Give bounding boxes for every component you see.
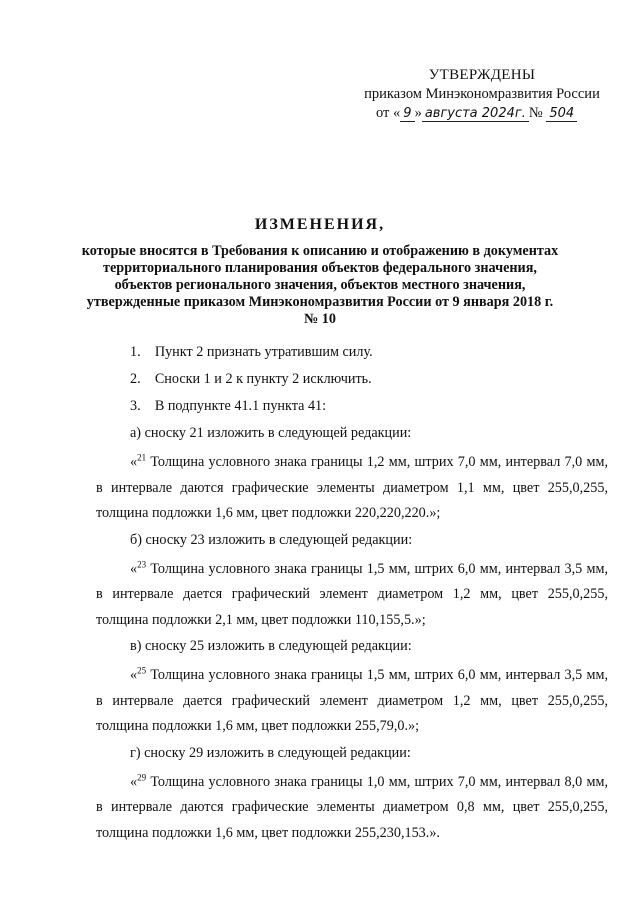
footnote-number: 23 xyxy=(137,558,147,569)
footnote-text: Толщина условного знака границы 1,5 мм, штрих 6,0 мм, интервал 3,5 мм, в интервале дается графический элемент диаметром 1,2 мм, цвет 255,0,255, толщина подложки 2,1 мм, цвет подложки 110,155,5.»; xyxy=(96,560,608,628)
list-item-1: 1. Пункт 2 признать утратившим силу. xyxy=(130,344,373,360)
section-d-footnote xyxy=(96,770,608,847)
approval-title: УТВЕРЖДЕНЫ xyxy=(428,67,536,83)
footnote-number: 29 xyxy=(137,771,147,782)
footnote-text: Толщина условного знака границы 1,5 мм, штрих 6,0 мм, интервал 3,5 мм, в интервале дается графический элемент диаметром 1,2 мм, цвет 255,0,255, толщина подложки 1,6 мм, цвет подложки 255,79,0.»; xyxy=(96,667,608,734)
section-a-footnote xyxy=(96,450,608,527)
handwritten-day: 9 xyxy=(400,106,414,122)
footnote-text: Толщина условного знака границы 1,0 мм, штрих 7,0 мм, интервал 8,0 мм, в интервале даются графические элементы диаметром 0,8 мм, цвет 255,0,255, толщина подложки 1,6 мм, цвет подложки 255,230,153.». xyxy=(96,773,608,841)
footnote-number: 21 xyxy=(137,452,147,463)
handwritten-number: 504 xyxy=(546,106,577,122)
section-c-footnote xyxy=(96,663,608,740)
handwritten-month-year: августа 2024г. xyxy=(422,106,529,122)
list-item-2: 2. Сноски 1 и 2 к пункту 2 исключить. xyxy=(130,371,372,387)
open-quote: « xyxy=(130,454,138,470)
heading-title: ИЗМЕНЕНИЯ, xyxy=(254,216,386,233)
footnote-number: 25 xyxy=(137,665,147,676)
heading-subtitle: которые вносятся в Требования к описанию и отображению в документах территориального планирования объектов федерального значения, объектов регионального значения, объектов местного значения, утвержденные приказом Минэкономразвития России от 9 января 2018 г. № 10 xyxy=(81,243,559,327)
section-b-intro: б) сноску 23 изложить в следующей редакции: xyxy=(130,531,413,548)
section-c-intro: в) сноску 25 изложить в следующей редакции: xyxy=(130,638,412,654)
date-mid: » xyxy=(414,105,422,121)
list-item-3: 3. В подпункте 41.1 пункта 41: xyxy=(130,398,327,414)
approval-date-line xyxy=(352,104,612,123)
open-quote: « xyxy=(130,667,138,683)
open-quote: « xyxy=(130,773,138,790)
date-prefix: от « xyxy=(376,105,401,121)
section-b-footnote xyxy=(96,557,608,634)
section-d-intro: г) сноску 29 изложить в следующей редакции: xyxy=(130,744,411,761)
section-a-intro: а) сноску 21 изложить в следующей редакции: xyxy=(130,425,412,441)
number-label: № xyxy=(528,105,543,121)
footnote-text: Толщина условного знака границы 1,2 мм, штрих 7,0 мм, интервал 7,0 мм, в интервале даются графические элементы диаметром 1,1 мм, цвет 255,0,255, толщина подложки 1,6 мм, цвет подложки 220,220,220.»; xyxy=(96,454,608,521)
document-heading xyxy=(80,216,560,328)
approval-order-line: приказом Минэкономразвития России xyxy=(364,86,600,102)
open-quote: « xyxy=(130,560,138,577)
document-body xyxy=(96,343,608,850)
approval-block xyxy=(352,66,612,123)
